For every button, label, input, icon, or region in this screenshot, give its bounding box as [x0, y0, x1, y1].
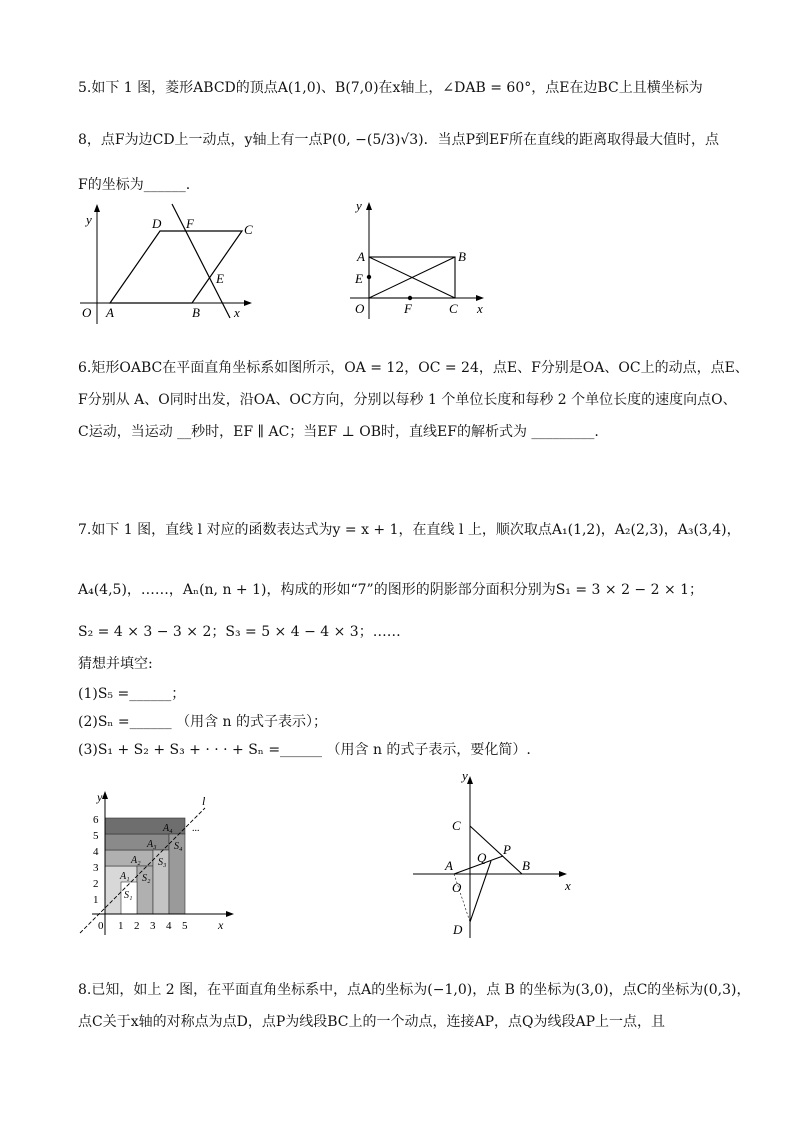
y-tick-5: 5 [93, 830, 99, 842]
figure-rhombus [70, 198, 270, 328]
fig1-label-b: B [192, 305, 200, 320]
fig1-label-o: O [82, 305, 92, 320]
x-tick-3: 3 [150, 920, 156, 932]
problem7-q3: (3)S₁ + S₂ + S₃ + · · · + Sₙ =______ （用含 n 的式子表示，要化简）. [78, 742, 531, 758]
fig4-label-y: y [462, 768, 468, 783]
fig1-label-c: C [244, 222, 253, 237]
problem6-line2: F分别从 A、O同时出发，沿OA、OC方向，分别以每秒 1 个单位长度和每秒 2 个单位长度的速度向点O、 [78, 392, 737, 408]
fig4-label-c: C [452, 818, 461, 833]
fig4-label-o: O [452, 880, 462, 895]
fig1-label-a: A [106, 305, 114, 320]
fig1-label-f: F [186, 216, 194, 231]
problem7-line2: A₄(4,5)，……，Aₙ(n, n + 1)，构成的形如“7”的图形的阴影部分面积分别为S₁ = 3 × 2 − 2 × 1； [78, 582, 704, 598]
fig2-label-y: y [356, 198, 362, 213]
fig2-label-c: C [449, 301, 458, 316]
fig3-label-s4: S₄ [174, 841, 183, 852]
fig3-label-s1: S₁ [124, 890, 133, 901]
fig3-label-a4: A₄ [163, 823, 173, 834]
fig3-label-y: y [97, 790, 103, 804]
fig3-label-a3: A₃ [147, 839, 157, 850]
problem5-line3: F的坐标为______. [78, 177, 191, 193]
y-tick-2: 2 [93, 878, 99, 890]
problem8-line2: 点C关于x轴的对称点为点D，点P为线段BC上的一个动点，连接AP，点Q为线段AP上一点，且 [78, 1014, 666, 1030]
fig3-label-x: x [218, 918, 224, 932]
x-axis-arrow-icon [226, 911, 234, 917]
fig2-label-o: O [355, 301, 365, 316]
y-axis-arrow-icon [467, 776, 473, 784]
problem7-line3: S₂ = 4 × 3 − 3 × 2；S₃ = 5 × 4 − 4 × 3；…… [78, 624, 401, 640]
figure-staircase [70, 785, 240, 945]
x-tick-1: 1 [118, 920, 124, 932]
x-axis-arrow-icon [244, 300, 252, 306]
rhombus-abcd [110, 231, 242, 303]
problem7-line4: 猜想并填空: [78, 656, 153, 672]
y-tick-4: 4 [93, 846, 99, 858]
fig3-label-s3: S₃ [158, 857, 167, 868]
fig3-label-s2: S₂ [142, 873, 151, 884]
figure-triangle [405, 768, 585, 943]
fig4-label-p: P [503, 842, 511, 857]
problem6-line3: C运动，当运动 __秒时，EF ∥ AC；当EF ⊥ OB时，直线EF的解析式为 _________. [78, 424, 599, 440]
x-axis-arrow-icon [559, 871, 567, 877]
fig1-label-x: x [234, 305, 240, 320]
problem7-line1: 7.如下 1 图，直线 l 对应的函数表达式为y = x + 1，在直线 l 上，顺次取点A₁(1,2)，A₂(2,3)，A₃(3,4)， [78, 522, 741, 538]
figure-rectangle [340, 194, 500, 324]
y-axis-arrow-icon [94, 204, 100, 212]
fig2-label-x: x [477, 301, 483, 316]
y-axis-arrow-icon [366, 202, 372, 210]
x-tick-0: 0 [98, 920, 104, 932]
problem5-line1: 5.如下 1 图，菱形ABCD的顶点A(1,0)、B(7,0)在x轴上，∠DAB = 60°，点E在边BC上且横坐标为 [78, 80, 703, 96]
fig4-label-d: D [453, 922, 463, 937]
fig2-label-f: F [404, 301, 412, 316]
x-tick-2: 2 [134, 920, 140, 932]
fig2-label-e: E [355, 271, 363, 286]
x-tick-5: 5 [182, 920, 188, 932]
y-axis-arrow-icon [102, 791, 108, 799]
region-s3-top [105, 834, 169, 850]
y-tick-1: 1 [93, 894, 99, 906]
fig4-label-x: x [565, 878, 571, 893]
segment-dq [470, 861, 491, 922]
point-f [408, 296, 412, 300]
fig1-label-e: E [216, 271, 224, 286]
fig4-label-a: A [445, 858, 453, 873]
y-tick-6: 6 [93, 814, 99, 826]
region-s4-top [105, 818, 185, 834]
fig3-label-l: l [202, 794, 206, 808]
x-tick-4: 4 [166, 920, 172, 932]
fig3-label-a1: A₁ [120, 871, 130, 882]
region-s2-top [105, 850, 153, 866]
fig2-label-b: B [458, 249, 466, 264]
fig1-label-y: y [86, 212, 92, 227]
fig3-label-a2: A₂ [131, 855, 141, 866]
fig4-label-b: B [522, 858, 530, 873]
problem7-q1: (1)S₅ =______； [78, 686, 186, 702]
point-e [367, 275, 371, 279]
fig2-label-a: A [357, 249, 365, 264]
problem5-line2: 8，点F为边CD上一动点，y轴上有一点P(0, −(5/3)√3)．当点P到EF所在直线的距离取得最大值时，点 [78, 132, 719, 148]
problem8-line1: 8.已知，如上 2 图，在平面直角坐标系中，点A的坐标为(−1,0)，点 B 的坐标为(3,0)，点C的坐标为(0,3)， [78, 982, 751, 998]
fig4-label-q: Q [477, 850, 487, 865]
y-tick-3: 3 [93, 862, 99, 874]
fig3-label-ellipsis: ... [192, 823, 200, 834]
problem6-line1: 6.矩形OABC在平面直角坐标系如图所示，OA = 12，OC = 24，点E、F分别是OA、OC上的动点，点E、 [78, 360, 749, 376]
fig1-label-d: D [152, 216, 162, 231]
problem7-q2: (2)Sₙ =______ （用含 n 的式子表示）； [78, 714, 328, 730]
